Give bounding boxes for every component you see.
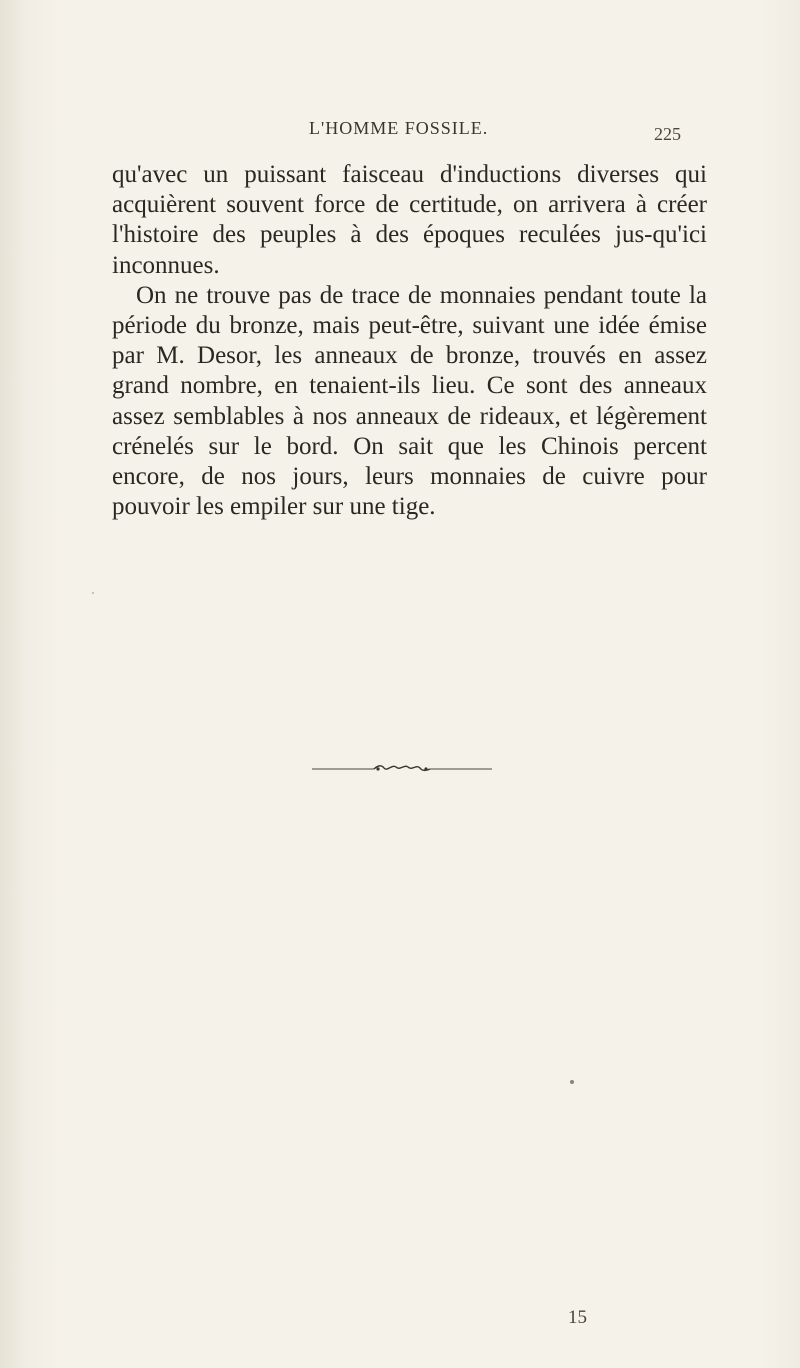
running-title: L'HOMME FOSSILE. [309,118,489,138]
paragraph-1: qu'avec un puissant faisceau d'inductions diverses qui acquièrent souvent force de certitude, on arrivera à créer l'histoire des peuples à des époques reculées jus-qu'ici inconnues. [112,161,707,279]
end-ornament-icon [312,762,492,776]
signature-mark: 15 [568,1307,587,1328]
body-text [112,160,707,522]
paragraph-2: On ne trouve pas de trace de monnaies pendant toute la période du bronze, mais peut-être, suivant une idée émise par M. Desor, les anneaux de bronze, trouvés en assez grand nombre, en tenaient-ils lieu. Ce sont des anneaux assez semblables à nos anneaux de rideaux, et légèrement crénelés sur le bord. On sait que les Chinois percent encore, de nos jours, leurs monnaies de cuivre pour pouvoir les empiler sur une tige. [112,281,707,521]
page-number: 225 [654,124,681,144]
paper-speck [570,1080,574,1084]
paper-speck [92,592,94,594]
